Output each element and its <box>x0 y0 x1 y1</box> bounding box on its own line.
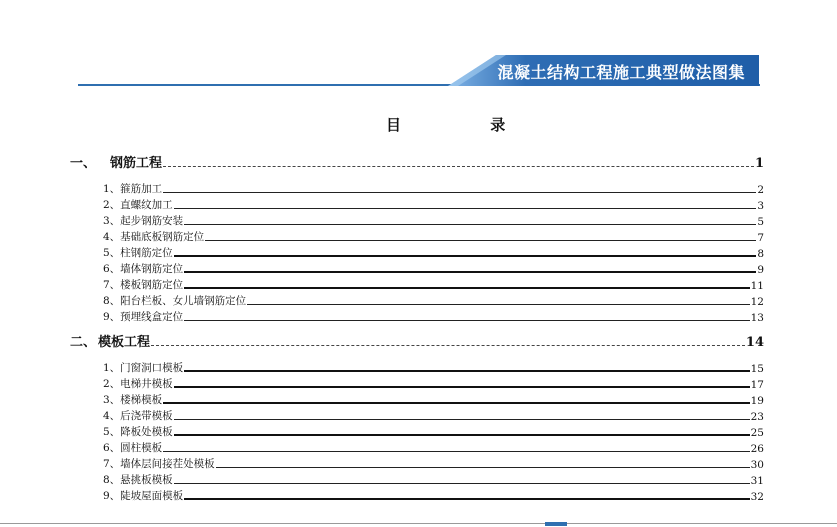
page-number: 13 <box>750 312 764 324</box>
toc-item[interactable] <box>103 182 764 196</box>
leader-line <box>174 434 750 436</box>
leader-line <box>174 255 757 257</box>
item-label: 9、陡坡屋面模板 <box>103 490 184 502</box>
page-number: 14 <box>745 335 764 350</box>
leader-line <box>163 192 756 193</box>
page-number: 9 <box>757 264 764 276</box>
leader-line <box>174 386 750 388</box>
leader-line <box>184 498 749 500</box>
leader-line <box>184 224 756 225</box>
page-number: 11 <box>750 280 764 292</box>
leader-line <box>163 166 754 167</box>
page-number: 15 <box>750 363 764 375</box>
item-label: 7、墙体层间接茬处模板 <box>103 458 215 470</box>
item-label: 8、悬挑板模板 <box>103 474 173 486</box>
leader-line <box>151 345 745 346</box>
toc-item[interactable] <box>103 246 764 260</box>
page-number: 19 <box>750 395 764 407</box>
leader-line <box>174 483 750 484</box>
toc-item[interactable] <box>103 230 764 244</box>
toc-item[interactable] <box>103 409 764 423</box>
section-label: 模板工程 <box>98 335 151 350</box>
item-label: 4、基础底板钢筋定位 <box>103 231 205 243</box>
toc-item[interactable] <box>103 441 764 455</box>
section-label: 钢筋工程 <box>110 156 163 171</box>
toc-item[interactable] <box>103 473 764 487</box>
page-number: 26 <box>750 443 764 455</box>
item-label: 4、后浇带模板 <box>103 410 173 422</box>
item-label: 7、楼板钢筋定位 <box>103 279 184 291</box>
leader-line <box>205 240 756 241</box>
toc-item[interactable] <box>103 377 764 391</box>
item-label: 6、圆柱模板 <box>103 442 163 454</box>
leader-line <box>174 419 750 420</box>
item-label: 3、起步钢筋安装 <box>103 215 184 227</box>
leader-line <box>163 402 749 404</box>
item-label: 2、电梯井模板 <box>103 378 173 390</box>
item-label: 3、楼梯模板 <box>103 394 163 406</box>
section-number: 二、 <box>70 335 97 350</box>
page-number: 12 <box>750 296 764 308</box>
page-number: 17 <box>750 379 764 391</box>
toc-item[interactable] <box>103 198 764 212</box>
toc-item[interactable] <box>103 425 764 439</box>
toc-item[interactable] <box>103 278 764 292</box>
page-number: 1 <box>754 156 764 171</box>
leader-line <box>184 271 756 273</box>
page-number: 30 <box>750 459 764 471</box>
page-number: 3 <box>757 200 764 212</box>
toc-heading: 目 录 <box>386 116 548 134</box>
item-label: 6、墙体钢筋定位 <box>103 263 184 275</box>
item-label: 2、直螺纹加工 <box>103 199 173 211</box>
toc-item[interactable] <box>103 489 764 503</box>
item-label: 1、门窗洞口模板 <box>103 362 184 374</box>
section-number: 一、 <box>70 156 97 171</box>
leader-line <box>163 451 749 452</box>
leader-line <box>184 320 749 321</box>
leader-line <box>247 304 749 305</box>
item-label: 1、箍筋加工 <box>103 183 163 195</box>
item-label: 5、柱钢筋定位 <box>103 247 173 259</box>
toc-section-rebar[interactable] <box>70 155 764 171</box>
toc-item[interactable] <box>103 361 764 375</box>
page-number: 25 <box>750 427 764 439</box>
leader-line <box>216 467 750 468</box>
toc-item[interactable] <box>103 310 764 324</box>
page-number: 7 <box>757 232 764 244</box>
header-banner <box>448 55 759 86</box>
page-number: 23 <box>750 411 764 423</box>
toc-item[interactable] <box>103 294 764 308</box>
toc-item[interactable] <box>103 214 764 228</box>
item-label: 5、降板处模板 <box>103 426 173 438</box>
leader-line <box>184 370 749 372</box>
leader-line <box>184 287 749 289</box>
page-bottom-rule <box>0 523 837 524</box>
item-label: 9、预埋线盒定位 <box>103 311 184 323</box>
page-number: 31 <box>750 475 764 487</box>
toc-section-formwork[interactable] <box>70 334 764 350</box>
page-number: 5 <box>757 216 764 228</box>
toc-item[interactable] <box>103 393 764 407</box>
page-number: 32 <box>750 491 764 503</box>
item-label: 8、阳台栏板、女儿墙钢筋定位 <box>103 295 247 307</box>
leader-line <box>174 208 757 209</box>
page-bottom-accent <box>545 522 567 526</box>
page-number: 2 <box>757 184 764 196</box>
toc-item[interactable] <box>103 262 764 276</box>
document-title: 混凝土结构工程施工典型做法图集 <box>497 63 745 82</box>
toc-item[interactable] <box>103 457 764 471</box>
page-number: 8 <box>757 248 764 260</box>
